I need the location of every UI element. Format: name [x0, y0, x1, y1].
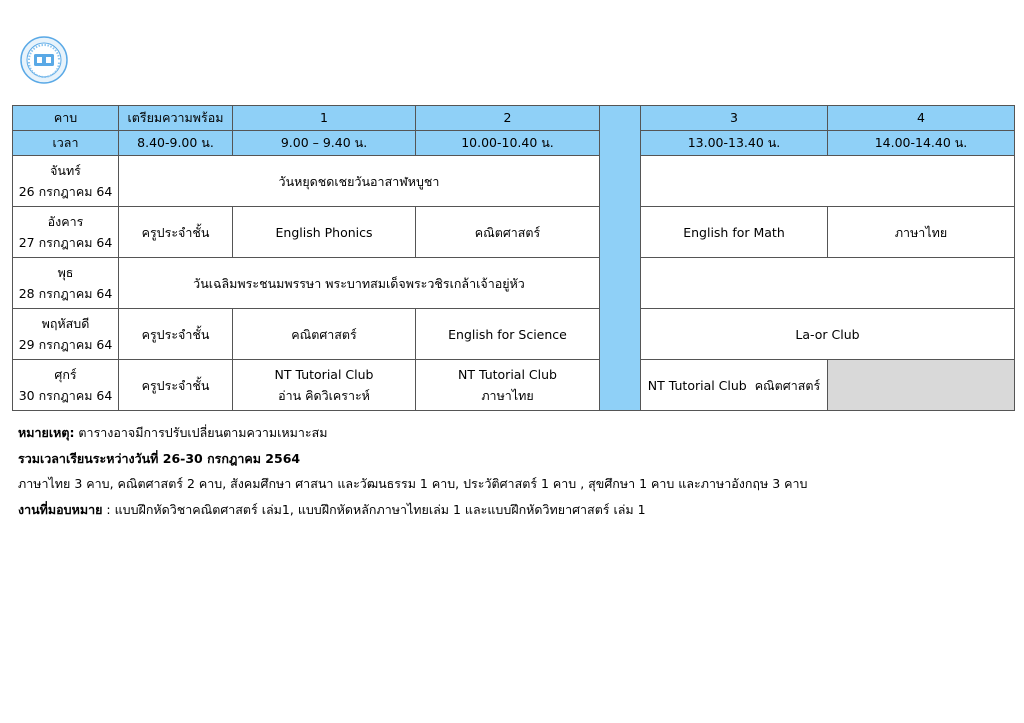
period-1-cell [233, 360, 416, 411]
period-1-cell: English Phonics [233, 207, 416, 258]
day-row-thursday [13, 309, 1015, 360]
remark-line [18, 420, 807, 446]
lunch-gap-column [600, 106, 641, 411]
day-name: พุธ [57, 265, 74, 280]
day-date: 29 กรกฎาคม 64 [18, 337, 113, 352]
cell-line: ภาษาไทย [481, 388, 534, 403]
day-row-friday [13, 360, 1015, 411]
cell-line: NT Tutorial Club [458, 367, 557, 382]
day-date: 27 กรกฎาคม 64 [18, 235, 113, 250]
cell-line: อ่าน คิดวิเคราะห์ [278, 388, 370, 403]
header-prep: เตรียมความพร้อม [119, 106, 233, 131]
day-name: อังคาร [47, 214, 84, 229]
day-date: 30 กรกฎาคม 64 [18, 388, 113, 403]
period-4-cell: ภาษาไทย [828, 207, 1015, 258]
cell-line: NT Tutorial Club [274, 367, 374, 382]
time-period-2: 10.00-10.40 น. [416, 131, 600, 156]
day-cell [13, 360, 119, 411]
period-2-cell: คณิตศาสตร์ [416, 207, 600, 258]
day-cell [13, 156, 119, 207]
notes-section [18, 420, 807, 522]
header-period-1: 1 [233, 106, 416, 131]
header-period-label: คาบ [13, 106, 119, 131]
holiday-cell: วันหยุดชดเชยวันอาสาฬหบูชา [119, 156, 600, 207]
header-period-3: 3 [641, 106, 828, 131]
header-period-2: 2 [416, 106, 600, 131]
period-header-row [13, 106, 1015, 131]
day-cell [13, 309, 119, 360]
period-4-empty-cell [828, 360, 1015, 411]
remark-label: หมายเหตุ: [18, 425, 75, 440]
school-logo [20, 36, 68, 84]
afternoon-empty-cell [641, 258, 1015, 309]
prep-cell: ครูประจำชั้น [119, 360, 233, 411]
total-heading [18, 446, 807, 472]
prep-cell: ครูประจำชั้น [119, 207, 233, 258]
total-text: ภาษาไทย 3 คาบ, คณิตศาสตร์ 2 คาบ, สังคมศึกษา ศาสนา และวัฒนธรรม 1 คาบ, ประวัติศาสตร์ 1 คาบ , สุขศึกษา 1 คาบ และภาษาอังกฤษ 3 คาบ [18, 476, 808, 491]
class-timetable [12, 105, 1015, 411]
afternoon-empty-cell [641, 156, 1015, 207]
prep-cell: ครูประจำชั้น [119, 309, 233, 360]
assignment-line [18, 497, 807, 523]
period-1-cell: คณิตศาสตร์ [233, 309, 416, 360]
time-period-1: 9.00 – 9.40 น. [233, 131, 416, 156]
day-row-wednesday [13, 258, 1015, 309]
day-row-monday [13, 156, 1015, 207]
day-date: 26 กรกฎาคม 64 [18, 184, 113, 199]
day-cell [13, 207, 119, 258]
time-period-3: 13.00-13.40 น. [641, 131, 828, 156]
day-name: พฤหัสบดี [41, 316, 90, 331]
period-2-cell: English for Science [416, 309, 600, 360]
day-date: 28 กรกฎาคม 64 [18, 286, 113, 301]
period-3-cell: NT Tutorial Club คณิตศาสตร์ [641, 360, 828, 411]
day-name: จันทร์ [50, 163, 81, 178]
assignment-text: : แบบฝึกหัดวิชาคณิตศาสตร์ เล่ม1, แบบฝึกหัดหลักภาษาไทยเล่ม 1 และแบบฝึกหัดวิทยาศาสตร์ เล่ม 1 [102, 501, 646, 517]
day-name: ศุกร์ [54, 367, 77, 382]
time-period-4: 14.00-14.40 น. [828, 131, 1015, 156]
day-cell [13, 258, 119, 309]
period-2-cell [416, 360, 600, 411]
day-row-tuesday [13, 207, 1015, 258]
club-cell: La-or Club [641, 309, 1015, 360]
holiday-cell: วันเฉลิมพระชนมพรรษา พระบาทสมเด็จพระวชิรเกล้าเจ้าอยู่หัว [119, 258, 600, 309]
total-heading-text: รวมเวลาเรียนระหว่างวันที่ 26-30 กรกฎาคม 2564 [18, 450, 301, 466]
assignment-label: งานที่มอบหมาย [18, 501, 103, 517]
header-period-4: 4 [828, 106, 1015, 131]
time-label: เวลา [13, 131, 119, 156]
period-3-cell: English for Math [641, 207, 828, 258]
remark-text: ตารางอาจมีการปรับเปลี่ยนตามความเหมาะสม [74, 425, 328, 440]
time-header-row [13, 131, 1015, 156]
time-prep: 8.40-9.00 น. [119, 131, 233, 156]
